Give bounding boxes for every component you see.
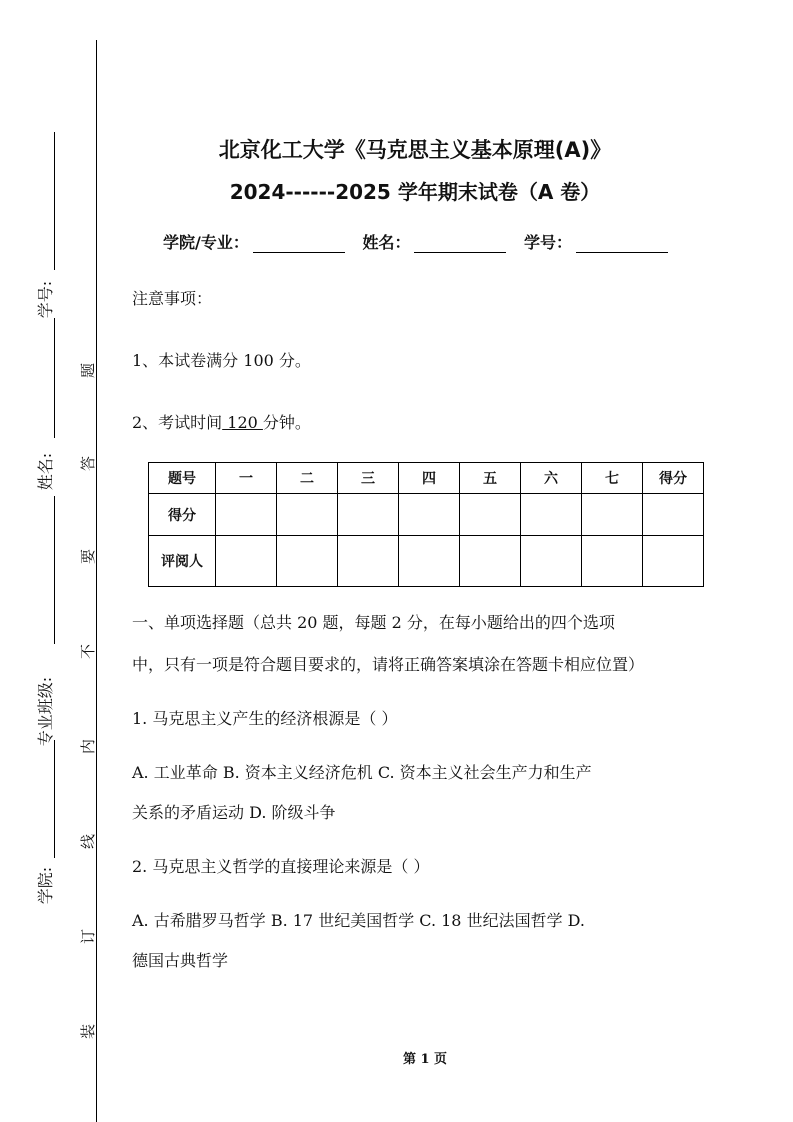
table-header: 三 [338,463,399,494]
table-header: 得分 [643,463,704,494]
question-stem: 2. 马克思主义哲学的直接理论来源是（ ） [132,857,430,876]
section-instructions: 一、单项选择题（总共 20 题，每题 2 分，在每小题给出的四个选项 [132,613,615,632]
page-number: 第 1 页 [402,1052,448,1067]
margin-notice-char: 订 [79,928,98,945]
margin-notice-char: 题 [79,362,98,379]
question-options: 德国古典哲学 [132,951,229,970]
id-blank [576,234,668,253]
note-item [132,410,311,433]
table-header: 四 [399,463,460,494]
note-item: 1、本试卷满分 100 分。 [132,351,311,370]
table-header: 六 [521,463,582,494]
margin-notice-char: 装 [79,1023,98,1040]
margin-notice-char: 答 [79,455,98,472]
margin-field-name: 姓名: [36,452,56,491]
table-row [149,494,704,536]
table-header: 二 [277,463,338,494]
row-label: 得分 [149,494,216,536]
exam-title: 北京化工大学《马克思主义基本原理(A)》 [218,138,612,162]
name-label: 姓名： [362,233,411,252]
table-header: 一 [216,463,277,494]
margin-field-id: 学号: [36,280,56,319]
margin-notice-char: 线 [79,833,98,850]
note-text: 2、考试时间 [132,413,223,432]
section-instructions: 中，只有一项是符合题目要求的，请将正确答案填涂在答题卡相应位置） [132,655,645,674]
college-label: 学院/专业： [163,233,249,252]
row-label: 评阅人 [149,536,216,587]
margin-notice-char: 不 [79,643,98,660]
margin-field-class: 专业班级: [36,676,56,747]
field-line [54,318,55,438]
college-blank [253,234,345,253]
table-header-row [149,463,704,494]
field-line [54,740,55,858]
question-stem: 1. 马克思主义产生的经济根源是（ ） [132,709,398,728]
notes-heading: 注意事项： [132,289,213,308]
question-options: A. 古希腊罗马哲学 B. 17 世纪美国哲学 C. 18 世纪法国哲学 D. [132,911,585,930]
id-label: 学号： [524,233,573,252]
question-options: 关系的矛盾运动 D. 阶级斗争 [132,803,336,822]
question-options: A. 工业革命 B. 资本主义经济危机 C. 资本主义社会生产力和生产 [132,763,592,782]
table-header: 题号 [149,463,216,494]
margin-notice-char: 要 [79,548,98,565]
field-line [54,496,55,644]
name-blank [414,234,506,253]
table-header: 七 [582,463,643,494]
margin-field-college: 学院: [36,866,56,905]
score-table [148,462,704,587]
note-text: 分钟。 [262,413,311,432]
table-row [149,536,704,587]
margin-notice-char: 内 [79,738,98,755]
student-info [163,230,680,253]
exam-duration: 120 [222,413,263,432]
exam-subtitle: 2024------2025 学年期末试卷（A 卷） [229,180,601,204]
table-header: 五 [460,463,521,494]
